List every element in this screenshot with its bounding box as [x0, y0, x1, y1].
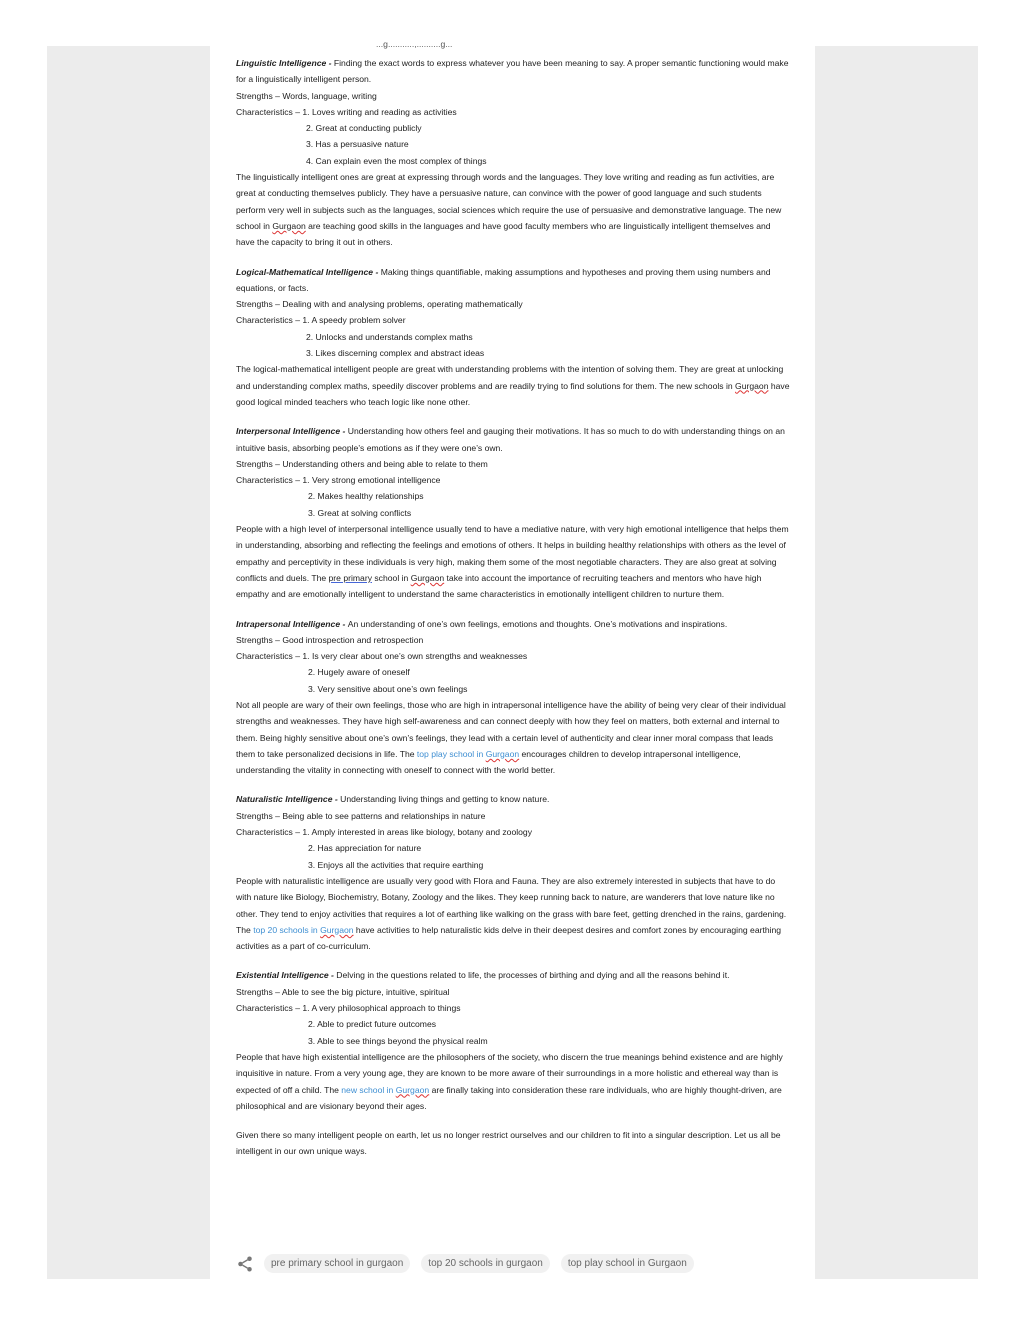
link-top-play-school[interactable]: top play school in Gurgaon	[416, 748, 520, 759]
viewer-background	[47, 39, 978, 1279]
strengths-line: Strengths – Able to see the big picture, intuitive, spiritual	[236, 986, 450, 997]
tag-top-play-school[interactable]: top play school in Gurgaon	[561, 1254, 694, 1273]
link-new-school[interactable]: new school in Gurgaon	[341, 1084, 430, 1095]
characteristic-item: 3. Likes discerning complex and abstract ideas	[306, 348, 485, 359]
characteristic-item: 2. Has appreciation for nature	[308, 843, 422, 854]
section-naturalistic	[236, 791, 791, 954]
characteristic-item: 3. Has a persuasive nature	[306, 139, 409, 150]
document-body	[236, 39, 791, 1160]
section-intro: Linguistic Intelligence - Finding the exact words to express whatever you have been meaning to say. A proper semantic functioning would make for a linguistically intelligent person.	[236, 58, 789, 85]
section-linguistic	[236, 55, 791, 251]
characteristic-item: 3. Able to see things beyond the physical realm	[308, 1035, 488, 1046]
strengths-line: Strengths – Dealing with and analysing problems, operating mathematically	[236, 299, 523, 310]
characteristic-item: 2. Makes healthy relationships	[308, 491, 424, 502]
strengths-line: Strengths – Good introspection and retrospection	[236, 634, 424, 645]
document-page	[210, 39, 815, 1279]
section-heading: Naturalistic Intelligence -	[236, 794, 341, 805]
tag-bar	[236, 1254, 705, 1273]
section-heading: Intrapersonal Intelligence -	[236, 618, 348, 629]
characteristics-line: Characteristics – 1. Amply interested in areas like biology, botany and zoology	[236, 827, 533, 838]
section-intro: Logical-Mathematical Intelligence - Making things quantifiable, making assumptions and hypotheses and proving them using numbers and equations, or facts.	[236, 266, 771, 293]
characteristics-line: Characteristics – 1. A speedy problem solver	[236, 315, 406, 326]
cut-off-line: ...g...........,..........g...	[376, 39, 453, 49]
characteristics-line: Characteristics – 1. A very philosophical approach to things	[236, 1003, 461, 1014]
characteristic-item: 3. Great at solving conflicts	[308, 507, 412, 518]
characteristic-item: 2. Hugely aware of oneself	[308, 667, 410, 678]
characteristic-item: 2. Unlocks and understands complex maths	[306, 331, 473, 342]
section-heading: Linguistic Intelligence -	[236, 58, 334, 68]
section-interpersonal	[236, 423, 791, 602]
tag-pre-primary-school[interactable]: pre primary school in gurgaon	[264, 1254, 410, 1273]
conclusion: Given there so many intelligent people on earth, let us no longer restrict ourselves and our children to fit into a singular description. Let us all be intelligent in our own unique ways.	[236, 1130, 781, 1157]
tag-top-20-schools[interactable]: top 20 schools in gurgaon	[421, 1254, 550, 1273]
section-intro: Existential Intelligence - Delving in the questions related to life, the processes of birthing and dying and all the reasons behind it.	[236, 970, 730, 981]
characteristic-item: 2. Great at conducting publicly	[306, 123, 422, 134]
section-body: The logical-mathematical intelligent people are great with understanding problems with the intention of solving them. They are great at unlocking and understanding complex maths, speedily discover problems and are readily trying to find solutions for them. The new schools in Gurgaon have good logical minded teachers who teach logic like none other.	[236, 364, 790, 407]
section-heading: Interpersonal Intelligence -	[236, 426, 348, 437]
section-heading: Existential Intelligence -	[236, 970, 337, 981]
characteristics-line: Characteristics – 1. Is very clear about one’s own strengths and weaknesses	[236, 651, 528, 662]
section-intro: Intrapersonal Intelligence - An understanding of one’s own feelings, emotions and thoughts. One’s motivations and inspirations.	[236, 618, 728, 629]
characteristic-item: 3. Very sensitive about one’s own feelings	[308, 683, 468, 694]
section-intrapersonal	[236, 616, 791, 779]
section-heading: Logical-Mathematical Intelligence -	[236, 266, 381, 277]
characteristic-item: 4. Can explain even the most complex of things	[306, 155, 487, 166]
section-body: Not all people are wary of their own feelings, those who are high in intrapersonal intelligence have the ability of being very clear of their individual strengths and weaknesses. They have high self-awareness and can connect deeply with how they feel on matters, both external and internal to them. Being highly sensitive about one’s own’s feelings, they lead with a certain level of authenticity and clear inner moral compass that leads them to take personalized decisions in life. The top play school in Gurgaon encourages children to develop intrapersonal intelligence, understanding the vitality in connecting with oneself to connect with the world better.	[236, 699, 786, 776]
strengths-line: Strengths – Words, language, writing	[236, 90, 377, 101]
share-icon[interactable]	[236, 1255, 254, 1273]
characteristics-line: Characteristics – 1. Loves writing and reading as activities	[236, 106, 457, 117]
section-body: People with a high level of interpersonal intelligence usually tend to have a mediative nature, with very high emotional intelligence that helps them in understanding, absorbing and reflecting the feelings and emotions of others. It helps in building healthy relationships with others as the level of empathy and perceptivity in these individuals is very high, making them some of the most negotiable characters. They are also great at solving conflicts and duels. The pre primary school in Gurgaon take into account the importance of recruiting teachers and mentors who have high empathy and are emotionally intelligent to understand the same characteristics in emotionally intelligent children to nurture them.	[236, 524, 789, 600]
section-existential	[236, 967, 791, 1114]
section-intro: Interpersonal Intelligence - Understanding how others feel and gauging their motivations. It has so much to do with understanding things on an intuitive basis, absorbing people’s emotions as if they were one’s own.	[236, 426, 785, 453]
characteristic-item: 2. Able to predict future outcomes	[308, 1019, 437, 1030]
strengths-line: Strengths – Understanding others and being able to relate to them	[236, 458, 488, 469]
characteristic-item: 3. Enjoys all the activities that require earthing	[308, 859, 484, 870]
section-logical-mathematical	[236, 264, 791, 411]
section-body: The linguistically intelligent ones are great at expressing through words and the languages. They love writing and reading as fun activities, are great at conducting themselves publicly. They have a persuasive nature, can convince with the power of good language and such students perform very well in subjects such as the languages, social sciences which require the use of persuasive and demonstrative language. The new school in Gurgaon are teaching good skills in the languages and have good faculty members who are linguistically intelligent themselves and have the capacity to bring it out in others.	[236, 172, 782, 248]
section-intro: Naturalistic Intelligence - Understanding living things and getting to know nature.	[236, 794, 550, 805]
section-body: People with naturalistic intelligence are usually very good with Flora and Fauna. They are also extremely interested in subjects that have to do with nature like Biology, Biochemistry, Botany, Zoology and the likes. They keep running back to nature, are wanderers that love nature like no other. They tend to enjoy activities that requires a lot of earthing like walking on the grass with bare feet, getting drenched in the rains, gardening. The top 20 schools in Gurgaon have activities to help naturalistic kids delve in their deepest desires and comfort zones by encouraging earthing activities as a part of co-curriculum.	[236, 875, 787, 952]
characteristics-line: Characteristics – 1. Very strong emotional intelligence	[236, 475, 441, 486]
link-top-20-schools[interactable]: top 20 schools in Gurgaon	[253, 924, 354, 935]
strengths-line: Strengths – Being able to see patterns and relationships in nature	[236, 810, 486, 821]
section-body: People that have high existential intelligence are the philosophers of the society, who discern the true meanings behind existence and are highly inquisitive in nature. From a very young age, they are known to be more aware of their surroundings in a more holistic and ethereal way than is expected of off a child. The new school in Gurgaon are finally taking into consideration these rare individuals, who are highly thought-driven, are philosophical and are visionary beyond their ages.	[236, 1051, 783, 1111]
